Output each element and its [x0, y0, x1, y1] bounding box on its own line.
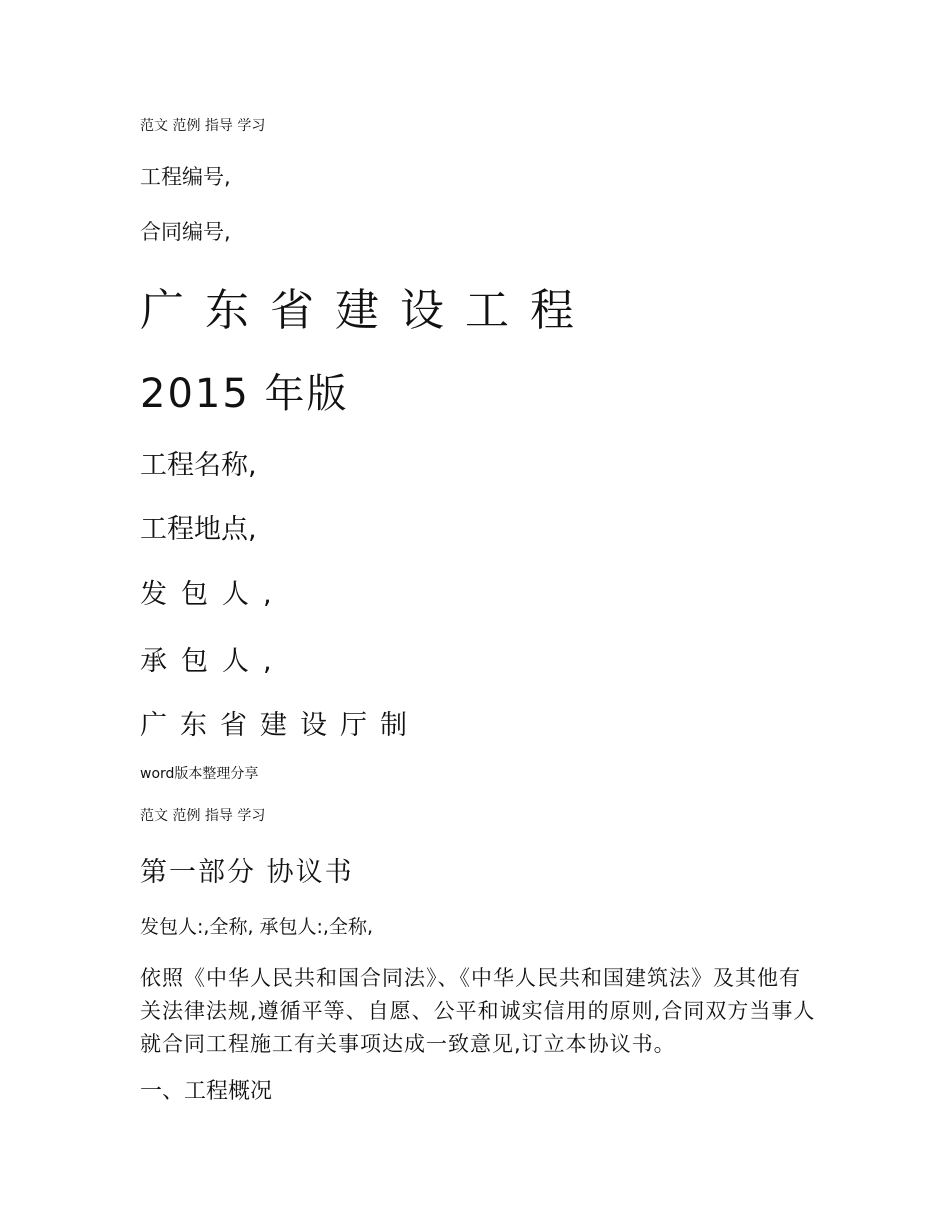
employer-label: 发包人, [140, 579, 286, 610]
project-number-label: 工程编号, [140, 165, 231, 189]
page-header: 范文 范例 指导 学习 [140, 808, 266, 824]
issuer-label: 广东省建设厅制 [140, 710, 420, 741]
preamble-paragraph: 依照《中华人民共和国合同法》、《中华人民共和国建筑法》及其他有关法律法规,遵循平等、自愿、公平和诚实信用的原则,合同双方当事人就合同工程施工有关事项达成一致意见,订立本协议书。 [140, 966, 816, 1056]
contractor-label: 承包人, [140, 646, 286, 677]
section-heading: 一、工程概况 [140, 1079, 273, 1104]
edition-label: 2015 年版 [140, 371, 349, 417]
page-header: 范文 范例 指导 学习 [140, 118, 266, 134]
project-name-label: 工程名称, [140, 450, 257, 481]
contract-number-label: 合同编号, [140, 220, 231, 244]
project-location-label: 工程地点, [140, 514, 257, 545]
page-footer: word版本整理分享 [140, 766, 259, 782]
main-title: 广东省建设工程 [140, 285, 595, 336]
part-title: 第一部分 协议书 [140, 857, 354, 888]
parties-line: 发包人:,全称, 承包人:,全称, [140, 916, 374, 938]
